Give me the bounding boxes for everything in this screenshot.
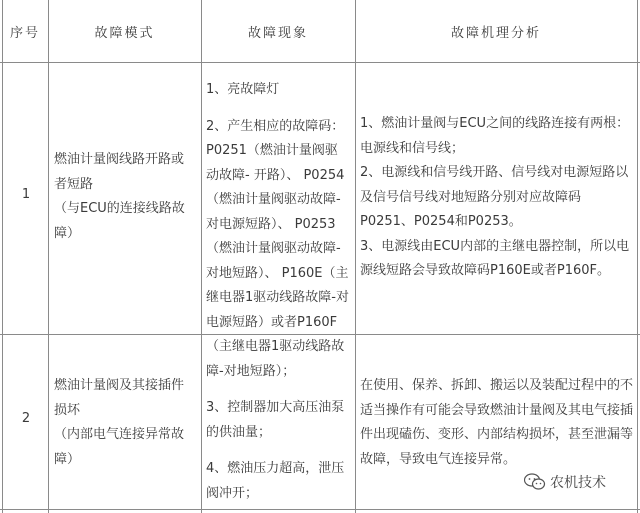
row-2-no: 2 xyxy=(21,411,31,426)
wechat-icon xyxy=(524,473,546,491)
grid-line-row-header xyxy=(0,62,640,63)
row-1-mechanism-2: 2、电源线和信号线开路、信号线对电源短路以及信号信号线对地短路分别对应故障码P0251、P0254和P0253。 xyxy=(360,165,629,229)
phenomenon-cell xyxy=(206,78,350,506)
row-2-mechanism xyxy=(360,374,634,472)
row-1-mode-title: 燃油计量阀线路开路或者短路 xyxy=(54,152,185,192)
row-2-mode-title: 燃油计量阀及其接插件损坏 xyxy=(54,378,185,418)
phenomenon-1: 1、亮故障灯 xyxy=(206,82,280,97)
grid-line-col-1 xyxy=(2,0,3,513)
row-1-mechanism-1: 1、燃油计量阀与ECU之间的线路连接有两根：电源线和信号线； xyxy=(360,116,630,156)
row-2-mechanism-1: 在使用、保养、拆卸、搬运以及装配过程中的不适当操作有可能会导致燃油计量阀及其电气接插件出现磕伤、变形、内部结构损坏，甚至泄漏等故障，导致电气连接异常。 xyxy=(360,378,634,467)
grid-line-col-4 xyxy=(355,0,356,513)
row-2-mode xyxy=(54,374,196,472)
phenomenon-2: 2、产生相应的故障码：P0251（燃油计量阀驱动故障- 开路）、 P0254（燃油计量阀驱动故障-对电源短路）、 P0253（燃油计量阀驱动故障-对地短路）、 P160E（主继电器1驱动线路故障-对电源短路）或者P160F（主继电器1驱动线路故障-对地短路）； xyxy=(206,118,349,379)
grid-line-col-3 xyxy=(201,0,202,513)
grid-line-row-2 xyxy=(0,509,640,510)
row-1-no: 1 xyxy=(21,187,31,202)
header-no: 序号 xyxy=(9,25,40,41)
row-1-mechanism-3: 3、电源线由ECU内部的主继电器控制，所以电源线短路会导致故障码P160E或者P160F。 xyxy=(360,238,630,278)
header-phenomenon: 故障现象 xyxy=(247,25,308,41)
grid-line-col-2 xyxy=(48,0,49,513)
grid-line-col-5 xyxy=(637,0,638,513)
watermark-text: 农机技术 xyxy=(550,475,606,491)
phenomenon-3: 3、控制器加大高压油泵的供油量； xyxy=(206,400,345,440)
row-2-mode-detail: （内部电气连接异常故障） xyxy=(54,427,185,467)
header-mode: 故障模式 xyxy=(94,25,155,41)
header-mechanism: 故障机理分析 xyxy=(450,25,541,41)
watermark xyxy=(524,472,606,492)
phenomenon-4: 4、燃油压力超高，泄压阀冲开； xyxy=(206,461,345,501)
row-1-mechanism xyxy=(360,112,634,284)
row-1-mode-detail: （与ECU的连接线路故障） xyxy=(54,201,185,241)
row-1-mode xyxy=(54,148,196,246)
